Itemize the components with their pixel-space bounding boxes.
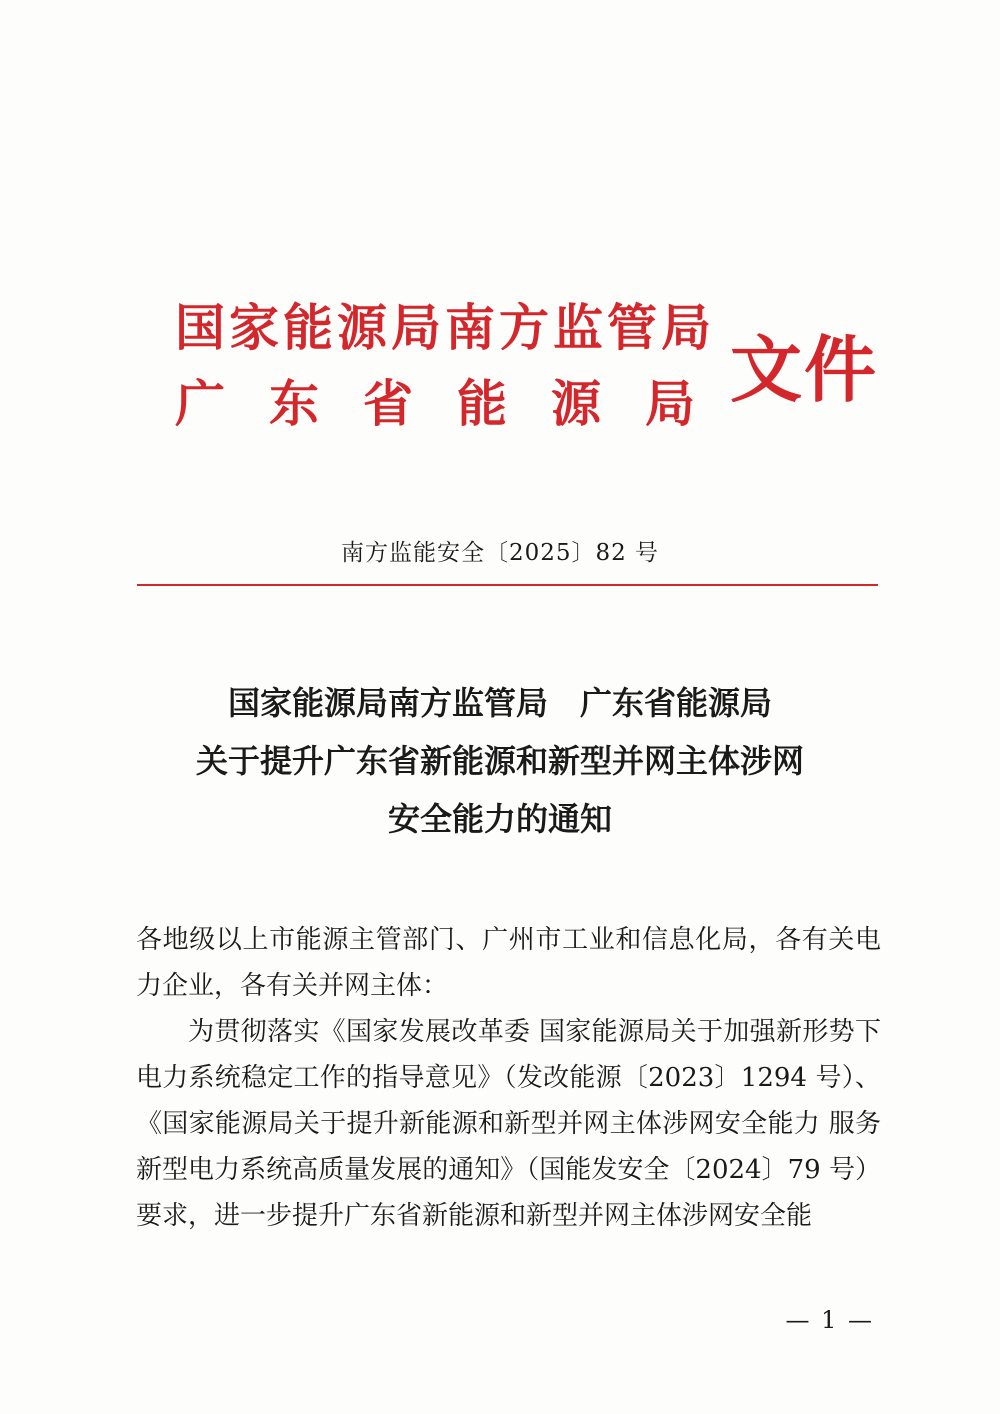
addressee-paragraph: 各地级以上市能源主管部门、广州市工业和信息化局，各有关电力企业，各有关并网主体： <box>136 925 881 1001</box>
issuer-line-2: 广东省能源局 <box>175 374 739 433</box>
page-number: — 1 — <box>785 1306 874 1334</box>
body-paragraph-1: 为贯彻落实《国家发展改革委 国家能源局关于加强新形势下电力系统稳定工作的指导意见》（发改能源〔2023〕1294 号）、《国家能源局关于提升新能源和新型并网主体涉网安全能力 服务新型电力系统高质量发展的通知》（国能发安全〔2024〕79 号）要求，进一步提升广东省新能源和新型并网主体涉网安全能 <box>136 1017 881 1231</box>
title-line-1: 国家能源局南方监管局 广东省能源局 <box>227 684 772 722</box>
document-body <box>136 917 881 1239</box>
red-masthead <box>175 292 879 452</box>
title-line-3: 安全能力的通知 <box>387 800 612 838</box>
title-line-2: 关于提升广东省新能源和新型并网主体涉网 <box>195 742 804 780</box>
red-separator-line <box>137 584 878 586</box>
document-number: 南方监能安全〔2025〕82 号 <box>340 540 660 566</box>
document-title <box>100 674 900 848</box>
document-word: 文件 <box>730 327 879 412</box>
issuer-line-1: 国家能源局南方监管局 <box>175 298 715 357</box>
